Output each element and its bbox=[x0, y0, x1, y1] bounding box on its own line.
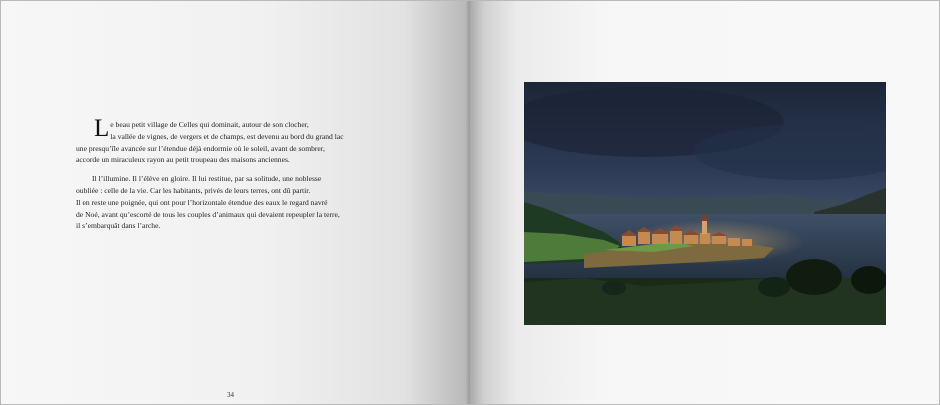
text-line: la vallée de vignes, de vergers et de champs, est devenu au bord du grand lac bbox=[110, 131, 344, 141]
page-number: 34 bbox=[227, 391, 234, 399]
left-page bbox=[1, 1, 470, 404]
text-line: Il l’illumine. Il l’élève en gloire. Il lui restitue, par sa solitude, une noblesse bbox=[92, 174, 322, 184]
drop-cap: L bbox=[94, 115, 110, 142]
text-line: il s’embarquât dans l’arche. bbox=[76, 221, 161, 231]
text-line: oubliée : celle de la vie. Car les habitants, privés de leurs terres, ont dû partir. bbox=[76, 185, 311, 195]
paragraph-1 bbox=[76, 115, 366, 166]
text-line: une presqu’île avancée sur l’étendue déjà endormie où le soleil, avant de sombrer, bbox=[76, 143, 325, 153]
landscape-photo bbox=[524, 82, 886, 325]
text-line: de Noé, avant qu’escorté de tous les couples d’animaux qui devaient repeupler la terre, bbox=[76, 209, 340, 219]
paragraph-2 bbox=[76, 173, 366, 232]
text-line: Il en reste une poignée, qui ont pour l’horizontale étendue des eaux le regard navré bbox=[76, 197, 328, 207]
text-line: accorde un miraculeux rayon au petit troupeau des maisons anciennes. bbox=[76, 155, 290, 165]
lake-village-photo-art bbox=[524, 82, 886, 325]
text-line: e beau petit village de Celles qui dominait, autour de son clocher, bbox=[110, 120, 309, 129]
right-page bbox=[470, 1, 939, 404]
body-text bbox=[76, 115, 366, 232]
